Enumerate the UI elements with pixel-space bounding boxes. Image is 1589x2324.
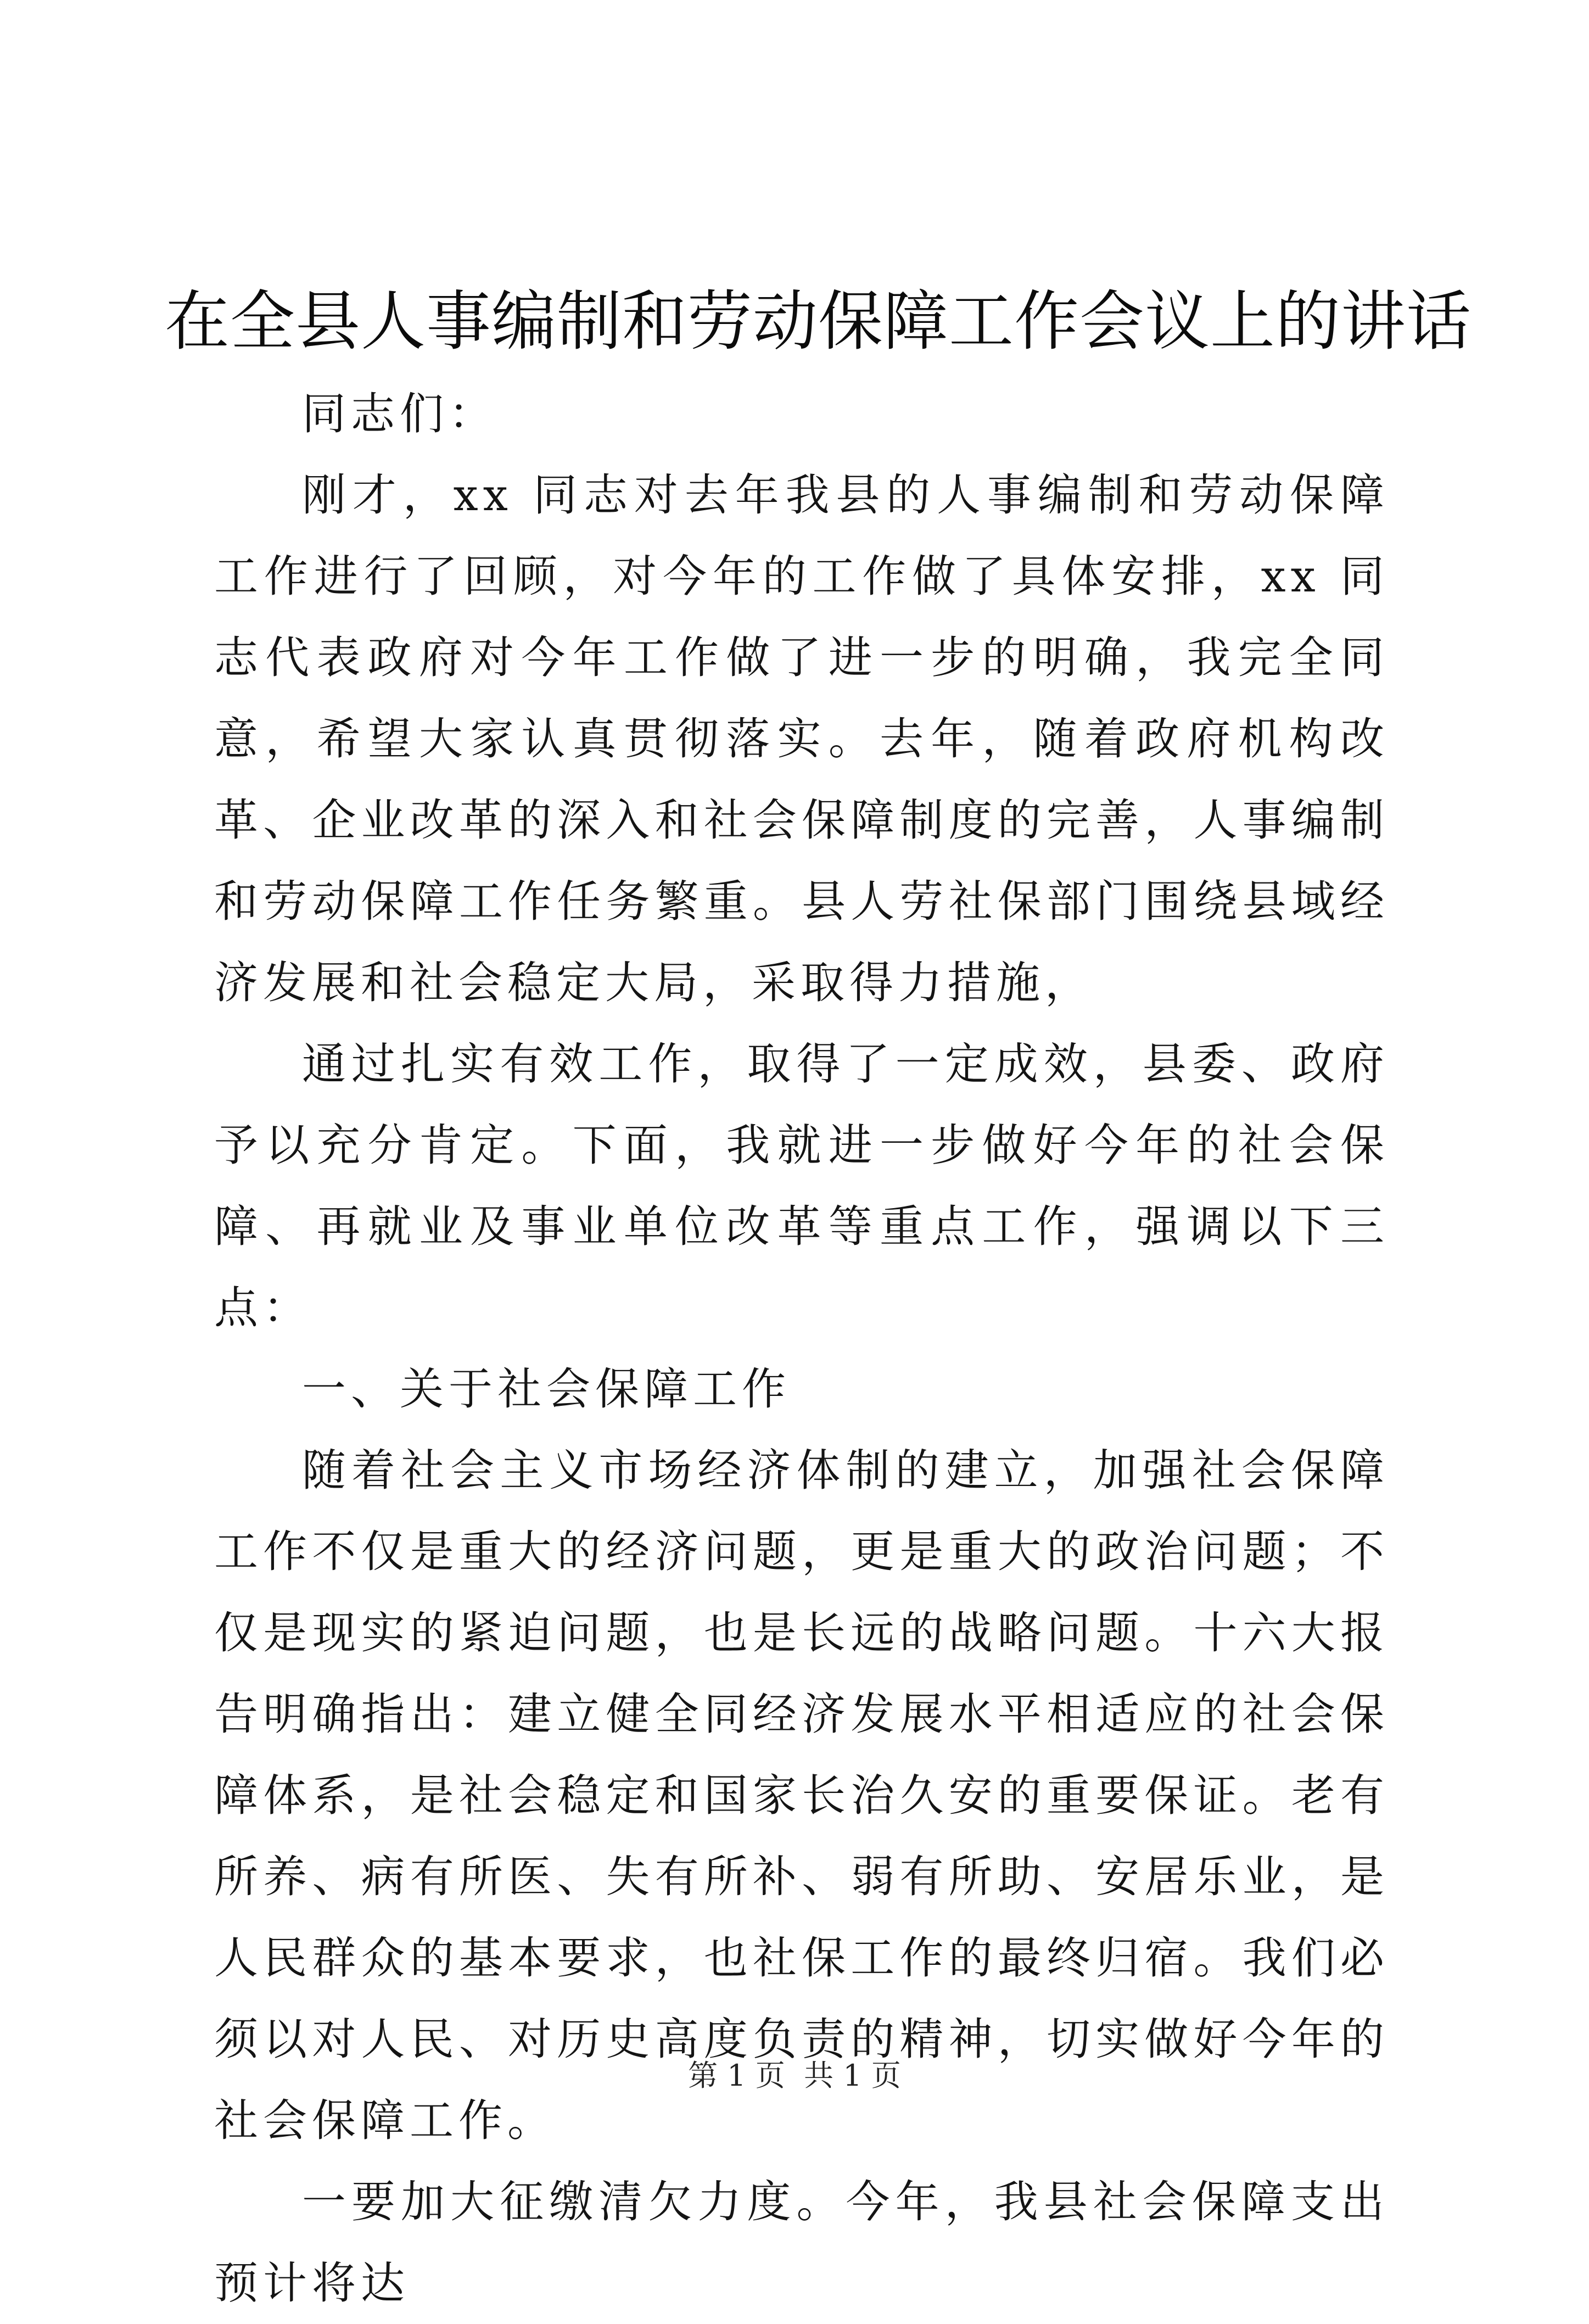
paragraph: 刚才，xx 同志对去年我县的人事编制和劳动保障工作进行了回顾，对今年的工作做了具体安排，xx 同志代表政府对今年工作做了进一步的明确，我完全同意，希望大家认真贯彻落实。去年，随着政府机构改革、企业改革的深入和社会保障制度的完善，人事编制和劳动保障工作任务繁重。县人劳社保部门围绕县域经济发展和社会稳定大局，采取得力措施， bbox=[214, 470, 1389, 1008]
paragraph-salutation: 同志们： bbox=[302, 388, 497, 439]
paragraph: 一要加大征缴清欠力度。今年，我县社会保障支出预计将达 bbox=[214, 2176, 1389, 2309]
document-title: 在全县人事编制和劳动保障工作会议上的讲话 bbox=[165, 283, 1472, 359]
document-body bbox=[214, 373, 1389, 2324]
paragraph: 通过扎实有效工作，取得了一定成效，县委、政府予以充分肯定。下面，我就进一步做好今年的社会保障、再就业及事业单位改革等重点工作，强调以下三点： bbox=[214, 1038, 1389, 1333]
section-heading: 一、关于社会保障工作 bbox=[302, 1364, 791, 1415]
paragraph: 随着社会主义市场经济体制的建立，加强社会保障工作不仅是重大的经济问题，更是重大的政治问题；不仅是现实的紧迫问题，也是长远的战略问题。十六大报告明确指出：建立健全同经济发展水平相适应的社会保障体系，是社会稳定和国家长治久安的重要保证。老有所养、病有所医、失有所补、弱有所助、安居乐业，是人民群众的基本要求，也社保工作的最终归宿。我们必须以对人民、对历史高度负责的精神，切实做好今年的社会保障工作。 bbox=[214, 1445, 1389, 2146]
page-footer: 第 1 页 共 1 页 bbox=[688, 2058, 901, 2093]
